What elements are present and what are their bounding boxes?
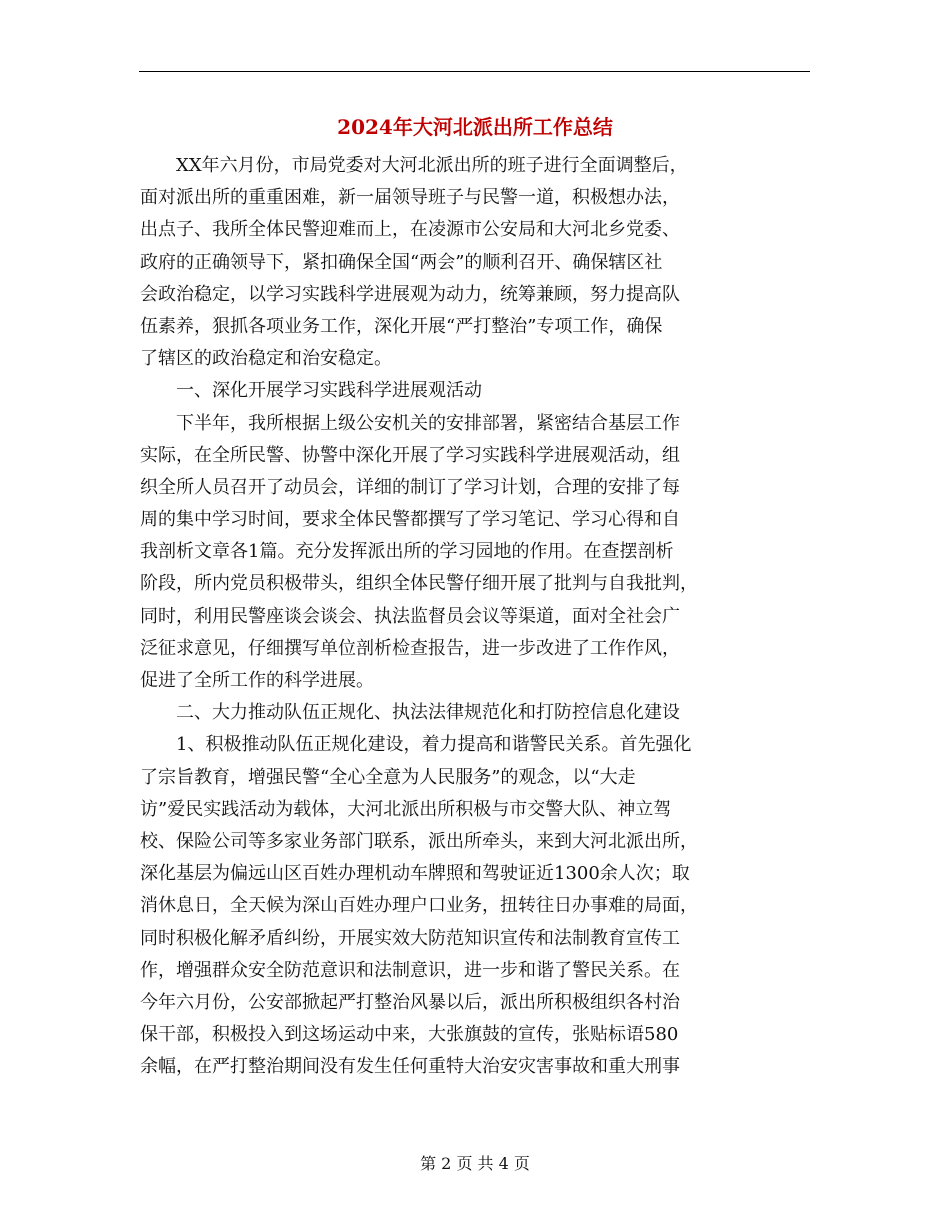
paragraph-line: XX年六月份，市局党委对大河北派出所的班子进行全面调整后， bbox=[176, 155, 688, 176]
paragraph-line: 促进了全所工作的科学进展。 bbox=[140, 670, 374, 691]
paragraph-line: 访”爱民实践活动为载体，大河北派出所积极与市交警大队、神立驾 bbox=[140, 798, 672, 820]
paragraph-line: 余幅，在严打整治期间没有发生任何重特大治安灾害事故和重大刑事 bbox=[140, 1056, 680, 1078]
paragraph-line: 会政治稳定，以学习实践科学进展观为动力，统筹兼顾，努力提高队 bbox=[140, 283, 680, 305]
paragraph-line: 出点子、我所全体民警迎难而上，在凌源市公安局和大河北乡党委、 bbox=[140, 219, 680, 241]
paragraph-line: 泛征求意见，仔细撰写单位剖析检查报告，进一步改进了工作作风， bbox=[140, 637, 680, 659]
paragraph-line: 伍素养，狠抓各项业务工作，深化开展“严打整治”专项工作，确保 bbox=[140, 315, 663, 337]
page-number-footer: 第 2 页 共 4 页 bbox=[420, 1154, 530, 1173]
paragraph-line: 1、积极推动队伍正规化建设，着力提高和谐警民关系。首先强化 bbox=[176, 734, 692, 756]
section-heading: 一、深化开展学习实践科学进展观活动 bbox=[176, 380, 482, 402]
paragraph-line: 周的集中学习时间，要求全体民警都撰写了学习笔记、学习心得和自 bbox=[140, 509, 680, 531]
paragraph-line: 了宗旨教育，增强民警“全心全意为人民服务”的观念，以“大走 bbox=[140, 766, 636, 788]
paragraph-line: 同时，利用民警座谈会谈会、执法监督员会议等渠道，面对全社会广 bbox=[140, 605, 680, 627]
paragraph-line: 深化基层为偏远山区百姓办理机动车牌照和驾驶证近1300余人次；取 bbox=[140, 863, 690, 885]
paragraph-line: 校、保险公司等多家业务部门联系，派出所牵头，来到大河北派出所， bbox=[140, 830, 698, 852]
header-rule bbox=[139, 71, 810, 72]
paragraph-line: 下半年，我所根据上级公安机关的安排部署，紧密结合基层工作 bbox=[176, 412, 680, 434]
paragraph-line: 消休息日，全天候为深山百姓办理户口业务，扭转往日办事难的局面， bbox=[140, 895, 698, 917]
document-title: 2024年大河北派出所工作总结 bbox=[337, 115, 613, 139]
paragraph-line: 阶段，所内党员积极带头，组织全体民警仔细开展了批判与自我批判， bbox=[140, 573, 698, 595]
paragraph-line: 保干部，积极投入到这场运动中来，大张旗鼓的宣传，张贴标语580 bbox=[140, 1024, 679, 1046]
paragraph-line: 面对派出所的重重困难，新一届领导班子与民警一道，积极想办法， bbox=[140, 187, 680, 209]
paragraph-line: 政府的正确领导下，紧扣确保全国“两会”的顺利召开、确保辖区社 bbox=[140, 251, 663, 273]
section-heading: 二、大力推动队伍正规化、执法法律规范化和打防控信息化建设 bbox=[176, 702, 680, 724]
paragraph-line: 了辖区的政治稳定和治安稳定。 bbox=[140, 348, 392, 370]
paragraph-line: 我剖析文章各1篇。充分发挥派出所的学习园地的作用。在查摆剖析 bbox=[140, 541, 674, 563]
paragraph-line: 织全所人员召开了动员会，详细的制订了学习计划，合理的安排了每 bbox=[140, 476, 680, 498]
paragraph-line: 今年六月份，公安部掀起严打整治风暴以后，派出所积极组织各村治 bbox=[140, 991, 680, 1013]
paragraph-line: 作，增强群众安全防范意识和法制意识，进一步和谐了警民关系。在 bbox=[140, 959, 680, 981]
paragraph-line: 同时积极化解矛盾纠纷，开展实效大防范知识宣传和法制教育宣传工 bbox=[140, 927, 680, 949]
document-body bbox=[140, 150, 820, 1083]
paragraph-line: 实际，在全所民警、协警中深化开展了学习实践科学进展观活动，组 bbox=[140, 444, 680, 466]
